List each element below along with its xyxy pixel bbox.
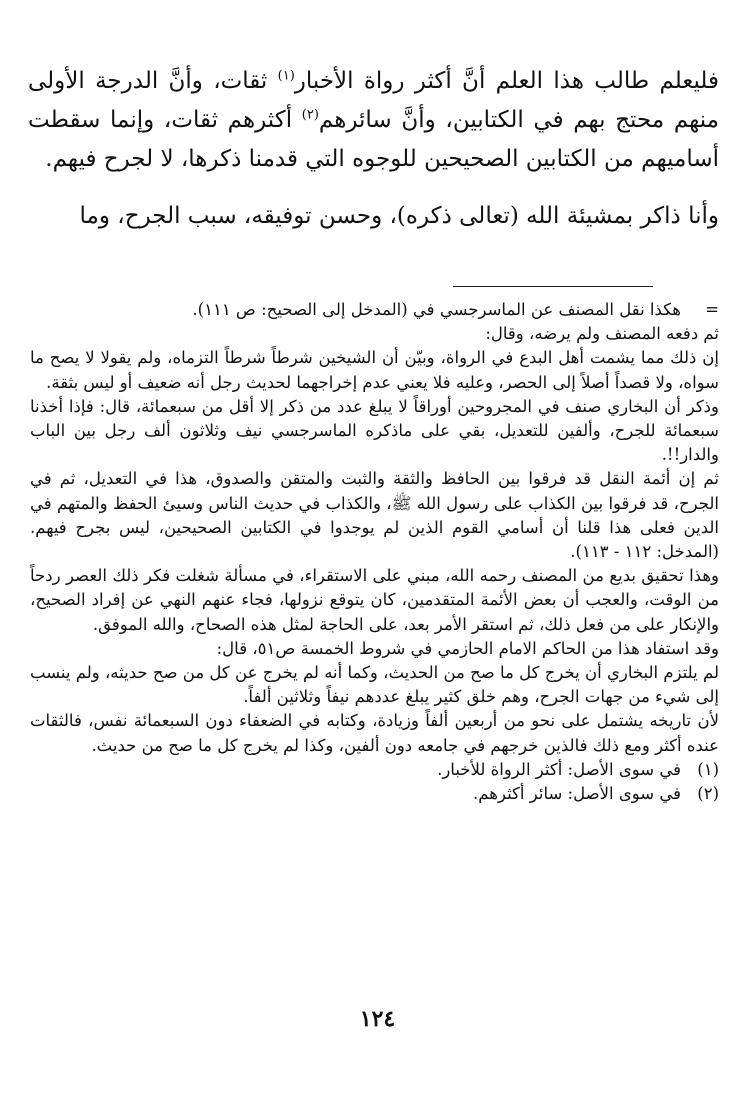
note-paragraph: لم يلتزم البخاري أن يخرج كل ما صح من الحديث، وكما أنه لم يخرج عن كل من صح حديثه، ولم ينسب إلى شيء من جهات الجرح، وهم خلق كثير يبلغ عددهم نيفاً وثلاثين ألفاً.: [30, 663, 719, 707]
footnote-separator: [453, 286, 653, 287]
main-paragraph-1: [28, 62, 719, 179]
main-paragraph-2: وأنا ذاكر بمشيئة الله (تعالى ذكره)، وحسن توفيقه، سبب الجرح، وما: [79, 203, 719, 229]
note-paragraph: [30, 298, 719, 322]
text-run: فليعلم طالب هذا العلم أنَّ أكثر رواة الأخبار: [294, 68, 720, 94]
footnote-1: [30, 758, 719, 782]
page-number: ١٢٤: [359, 1006, 396, 1032]
note-paragraph: ثم إن أئمة النقل قد فرقوا بين الحافظ والثقة والثبت والمتقن والصدوق، هذا في التعديل، ثم في الجرح، قد فرقوا بين الكذاب على رسول الله ﷺ، والكذاب في حديث الناس وسيئ الحفظ والمتهم في الدين فعلى هذا قلنا أن أسامي القوم الذين لم يوجدوا في الكتابين الصحيحين، ليس بجرح فيهم. (المدخل: ١١٢ - ١١٣).: [30, 469, 719, 562]
main-text: [28, 62, 719, 236]
note-paragraph: ثم دفعه المصنف ولم يرضه، وقال:: [485, 324, 719, 344]
text-run: أكثرهم ثقات، وإنما سقطت أساميهم من الكتابين الصحيحين للوجوه التي قدمنا ذكرها، لا لجرح فيهم.: [28, 107, 719, 172]
note-text: هكذا نقل المصنف عن الماسرجسي في (المدخل إلى الصحيح: ص ١١١).: [192, 300, 681, 319]
footnote-text: في سوى الأصل: أكثر الرواة للأخبار.: [437, 759, 681, 779]
footnote-2: [30, 782, 719, 806]
footnote-ref-2: (٢): [301, 107, 319, 123]
footnote-number: (١): [697, 759, 719, 779]
text-run: ثقات، وأنَّ الدرجة الأولى منهم محتج بهم في الكتابين، وأنَّ سائرهم: [28, 68, 719, 133]
footnote-text: في سوى الأصل: سائر أكثرهم.: [473, 784, 681, 804]
continuation-marker: =: [705, 300, 719, 319]
note-paragraph: إن ذلك مما يشمت أهل البدع في الرواة، وبيّن أن الشيخين شرطاً شرطاً التزماه، ولم يقولا لا يصح ما سواه، ولا قصداً أصلاً إلى الحصر، وعليه فلا يعني عدم إخراجهما لحديث رجل أنه ضعيف أو ليس بثقة.: [30, 348, 719, 392]
footnote-ref-1: (١): [277, 68, 295, 84]
note-paragraph: لأن تاريخه يشتمل على نحو من أربعين ألفاً وزيادة، وكتابه في الضعفاء دون السبعمائة نفس، فالثقات عنده أكثر ومع ذلك فالذين خرجهم في جامعه دون ألفين، وكذا لم يخرج كل ما صح من حديث.: [30, 711, 719, 755]
note-paragraph: وقد استفاد هذا من الحاكم الامام الحازمي في شروط الخمسة ص٥١، قال:: [216, 638, 719, 658]
footnote-number: (٢): [697, 784, 719, 804]
note-paragraph: وهذا تحقيق بديع من المصنف رحمه الله، مبني على الاستقراء، في مسألة شغلت فكر ذلك العصر ردحاً من الوقت، والعجب أن بعض الأئمة المتقدمين، كان يتوقع نزولها، فجاء عنهم النهي عن إفراد الصحيح، والإنكار على من فعل ذلك، ثم استقر الأمر بعد، على الحاجة لمثل هذه الصحاح، والله الموفق.: [30, 566, 719, 634]
footnotes-area: [30, 298, 719, 806]
note-paragraph: وذكر أن البخاري صنف في المجروحين أوراقاً لا يبلغ عدد من ذكر إلا أقل من سبعمائة، قال: فإذا أخذنا سبعمائة للجرح، وألفين للتعديل، بقي على ماذكره الماسرجسي نيف وثلاثون ألف رجل بين الباب والدار!!.: [30, 396, 719, 465]
